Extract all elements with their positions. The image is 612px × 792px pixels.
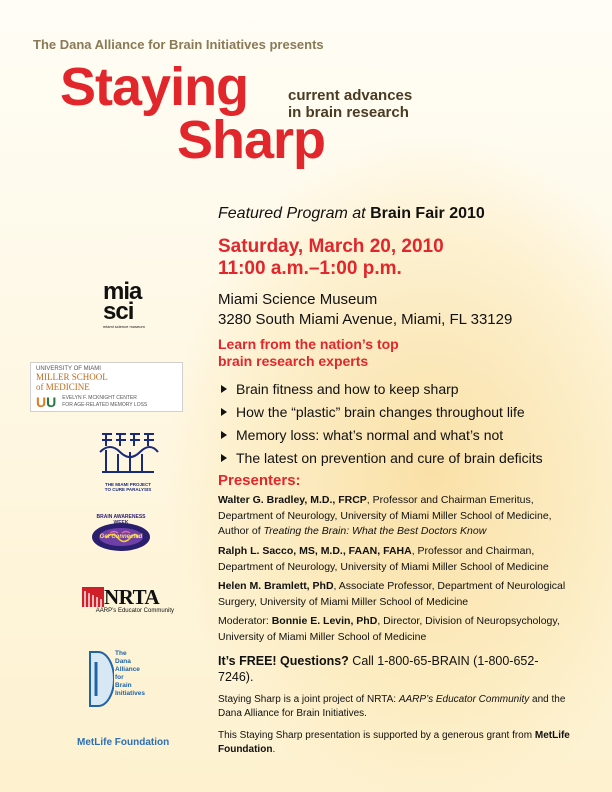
presenter-name: Helen M. Bramlett, PhD [218,580,334,592]
subtitle-line1: current advances [288,87,413,104]
contact-text: Call 1-800-65-BRAIN (1-800-652-7246). [218,654,539,684]
mcknight-line2: FOR AGE-RELATED MEMORY LOSS [62,402,148,408]
brain-awareness-week-logo [88,513,154,553]
presenter-line: The Dana Alliance for Brain Initiatives presents [33,37,324,52]
dana-alliance-logo [86,650,198,710]
event-date: Saturday, March 20, 2010 [218,236,444,257]
metlife-logo: MetLife Foundation [77,737,170,748]
grant-pre: This Staying Sharp presentation is supported by a generous grant from [218,730,535,741]
joint-italic: AARP’s Educator Community [398,694,530,705]
moderator-prefix: Moderator: [218,615,272,627]
venue [218,290,512,330]
presenter-details: , Associate Professor, Department of Neurological Surgery, University of Miami Miller School of Medicine [218,580,566,608]
mcknight-row [36,395,177,409]
nrta-row [82,587,174,607]
miami-project-text [96,482,160,492]
mcknight-text [62,395,147,409]
baw-title: BRAIN AWARENESS WEEK [96,514,146,526]
um-u-logo-icon: UU [36,394,57,410]
subtitle-line2: in brain research [288,104,409,121]
topic-text: Memory loss: what’s normal and what’s not [236,426,504,443]
triangle-right-icon [221,431,227,439]
moderator-levin [218,614,578,645]
contact-bold: It’s FREE! Questions? [218,654,349,668]
joint-pre: Staying Sharp is a joint project of NRTA: [218,694,399,705]
grant-post: . [272,744,276,755]
grant-bold: MetLife Foundation [218,730,570,755]
nrta-text: NRTA [104,585,160,609]
topic-text: The latest on prevention and cure of brain deficits [236,449,543,466]
learn-line1: Learn from the nation’s top [218,336,399,352]
mia-small-text: miami science museum [103,324,145,329]
miami-project-logo [96,430,160,492]
featured-event: Brain Fair 2010 [370,205,485,222]
nrta-stripes-icon [82,587,104,607]
um-line1: UNIVERSITY OF MIAMI [36,366,101,372]
triangle-right-icon [221,408,227,416]
miami-science-museum-logo [103,278,155,329]
topic-item [218,423,543,446]
presenter-details: , Director, Division of Neuropsychology, University of Miami Miller School of Medicine [218,615,560,643]
subtitle [288,87,412,121]
topic-item [218,377,543,400]
presenter-sacco [218,544,578,575]
mia-text: mia [103,278,142,305]
joint-project-note [218,693,588,721]
presenter-details: , Professor and Chairman, Department of Neurology, University of Miami Miller School of Medicine [218,545,549,573]
baw-tagline: Get Connected [99,534,143,540]
nrta-subtitle: AARP’s Educator Community [95,608,174,614]
dana-d-emblem-icon [86,650,114,708]
miami-project-line1: THE MIAMI PROJECT [104,482,151,487]
dana-line3: Alliance [115,666,140,673]
topic-item [218,400,543,423]
featured-program [218,205,485,223]
presenters-heading: Presenters: [218,472,301,489]
learn-line2: brain research experts [218,353,369,369]
triangle-right-icon [221,385,227,393]
nrta-logo [82,587,174,614]
topic-text: How the “plastic” brain changes throughout life [236,403,525,420]
triangle-right-icon [221,454,227,462]
topic-list [218,377,543,469]
dana-line6: Initiatives [115,690,145,697]
um-miller-school-logo [30,362,183,412]
event-datetime [218,236,444,280]
title-sharp: Sharp [177,110,326,170]
presenter-details: , Professor and Chairman Emeritus, Department of Neurology, University of Miami Miller School of Medicine, Author of [218,494,552,537]
miami-project-emblem-icon [96,430,160,476]
sci-text: sci [103,298,134,325]
um-line3: of MEDICINE [36,382,90,392]
learn-heading [218,336,399,370]
venue-address: 3280 South Miami Avenue, Miami, FL 33129 [218,311,513,328]
dana-line5: Brain [115,682,132,689]
grant-note [218,729,588,757]
presenter-name: Ralph L. Sacco, MS, M.D., FAAN, FAHA [218,545,412,557]
topic-text: Brain fitness and how to keep sharp [236,380,459,397]
presenter-bradley [218,493,578,540]
um-line2: MILLER SCHOOL [36,372,108,382]
topic-item [218,446,543,469]
presenter-book: Treating the Brain: What the Best Doctors Know [263,525,487,537]
mcknight-line1: EVELYN F. MCKNIGHT CENTER [62,395,137,401]
dana-text [115,650,145,698]
miami-project-line2: TO CURE PARALYSIS [104,487,152,492]
event-time: 11:00 a.m.–1:00 p.m. [218,258,402,279]
dana-line2: Dana [115,658,131,665]
contact-info [218,653,548,685]
presenter-name: Walter G. Bradley, M.D., FRCP [218,494,367,506]
dana-line4: for [115,674,124,681]
dana-line1: The [115,650,127,657]
presenter-name: Bonnie E. Levin, PhD [271,615,378,627]
title-staying: Staying [60,57,249,117]
venue-name: Miami Science Museum [218,291,378,308]
presenter-bramlett [218,579,578,610]
featured-prefix: Featured Program at [218,205,366,222]
joint-post: and the Dana Alliance for Brain Initiatives. [218,694,566,719]
